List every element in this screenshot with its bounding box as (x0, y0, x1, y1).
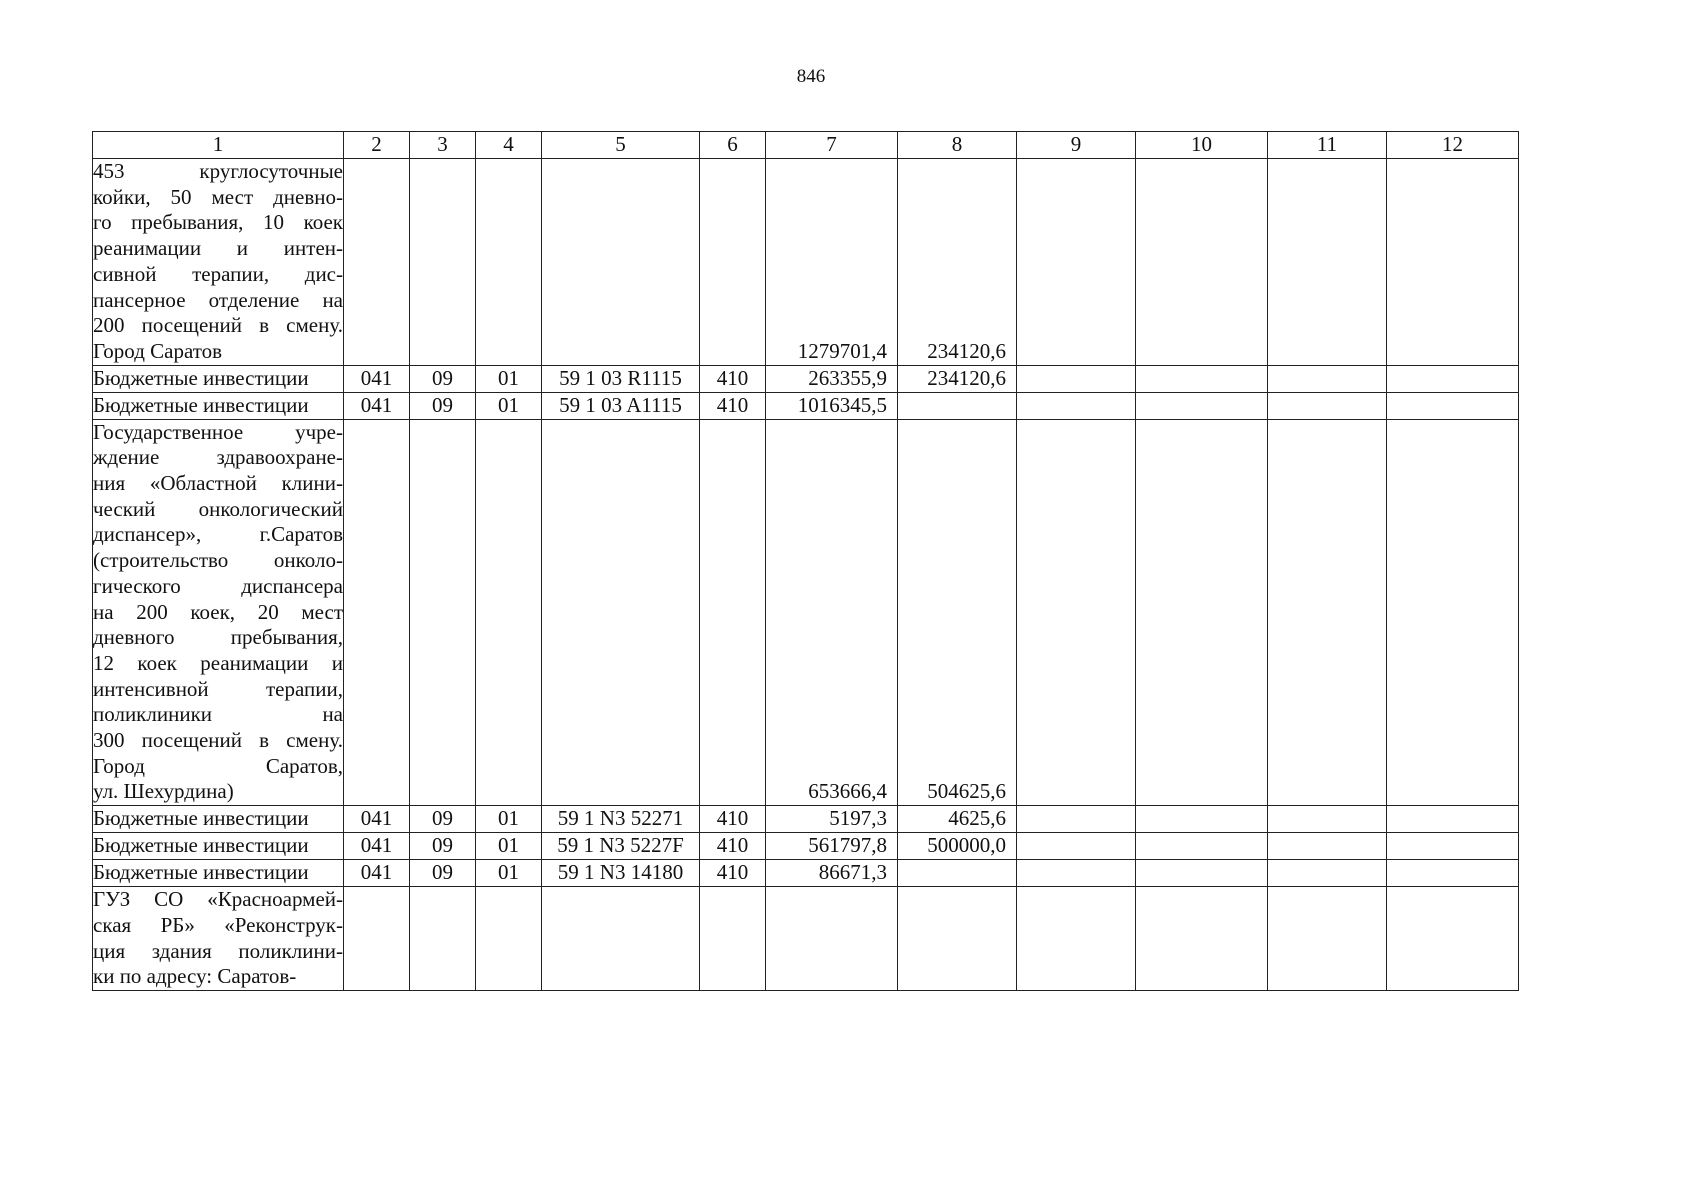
cell-c9 (1017, 806, 1136, 833)
cell-c11 (1268, 860, 1387, 887)
row-label: Бюджетные инвестиции (93, 860, 344, 887)
cell-c5 (542, 419, 700, 806)
cell-c8: 500000,0 (898, 833, 1017, 860)
description-line: Город Саратов (93, 338, 223, 363)
table-body (93, 159, 1519, 991)
row-label: Бюджетные инвестиции (93, 392, 344, 419)
cell-c2: 041 (344, 860, 410, 887)
cell-c3: 09 (410, 860, 476, 887)
column-header-4: 4 (476, 132, 542, 159)
cell-c8 (898, 887, 1017, 991)
cell-c10 (1136, 860, 1268, 887)
description-line: ул. Шехурдина) (93, 779, 234, 804)
cell-c10 (1136, 419, 1268, 806)
description-line: пансерное отделение на (93, 287, 343, 312)
cell-c8 (898, 392, 1017, 419)
cell-c8: 234120,6 (898, 159, 1017, 366)
cell-c10 (1136, 365, 1268, 392)
description-line: интенсивной терапии, (93, 676, 343, 701)
table-row (93, 419, 1519, 806)
row-label: Бюджетные инвестиции (93, 365, 344, 392)
cell-c12 (1387, 833, 1519, 860)
cell-c8: 4625,6 (898, 806, 1017, 833)
cell-c12 (1387, 392, 1519, 419)
cell-c2 (344, 887, 410, 991)
description-line: ГУЗ СО «Красноармей- (93, 887, 343, 912)
cell-c4: 01 (476, 365, 542, 392)
description-line: ждение здравоохране- (93, 445, 343, 470)
cell-c4 (476, 159, 542, 366)
cell-c6: 410 (700, 860, 766, 887)
column-header-12: 12 (1387, 132, 1519, 159)
cell-c4 (476, 887, 542, 991)
column-header-7: 7 (766, 132, 898, 159)
cell-c8 (898, 860, 1017, 887)
cell-c2: 041 (344, 392, 410, 419)
description-line: ская РБ» «Реконструк- (93, 912, 343, 937)
cell-c6 (700, 887, 766, 991)
cell-c6 (700, 419, 766, 806)
cell-c10 (1136, 392, 1268, 419)
description-line: го пребывания, 10 коек (93, 210, 343, 235)
cell-c6: 410 (700, 806, 766, 833)
cell-c11 (1268, 392, 1387, 419)
cell-c7: 1016345,5 (766, 392, 898, 419)
description-line: дневного пребывания, (93, 625, 343, 650)
cell-c2: 041 (344, 833, 410, 860)
cell-c3 (410, 159, 476, 366)
cell-c9 (1017, 159, 1136, 366)
cell-c4: 01 (476, 806, 542, 833)
cell-c12 (1387, 860, 1519, 887)
description-line: койки, 50 мест дневно- (93, 184, 343, 209)
cell-c12 (1387, 159, 1519, 366)
row-label: Бюджетные инвестиции (93, 833, 344, 860)
cell-c3: 09 (410, 365, 476, 392)
table-row (93, 887, 1519, 991)
cell-c5: 59 1 03 A1115 (542, 392, 700, 419)
description-line: реанимации и интен- (93, 236, 343, 261)
column-header-6: 6 (700, 132, 766, 159)
cell-c10 (1136, 887, 1268, 991)
header-row (93, 132, 1519, 159)
row-description (93, 159, 344, 366)
cell-c2 (344, 419, 410, 806)
table-row (93, 365, 1519, 392)
cell-c5: 59 1 N3 52271 (542, 806, 700, 833)
description-line: сивной терапии, дис- (93, 261, 343, 286)
column-header-1: 1 (93, 132, 344, 159)
table-row (93, 860, 1519, 887)
column-header-3: 3 (410, 132, 476, 159)
cell-c11 (1268, 159, 1387, 366)
description-line: 453 круглосуточные (93, 159, 343, 183)
cell-c3: 09 (410, 806, 476, 833)
table-row (93, 806, 1519, 833)
cell-c4: 01 (476, 392, 542, 419)
cell-c9 (1017, 365, 1136, 392)
cell-c7: 561797,8 (766, 833, 898, 860)
description-line: 200 посещений в смену. (93, 313, 343, 338)
cell-c11 (1268, 365, 1387, 392)
cell-c9 (1017, 833, 1136, 860)
description-line: Государственное учре- (93, 419, 343, 444)
column-header-11: 11 (1268, 132, 1387, 159)
cell-c6 (700, 159, 766, 366)
cell-c11 (1268, 887, 1387, 991)
row-description (93, 887, 344, 991)
cell-c5: 59 1 03 R1115 (542, 365, 700, 392)
cell-c10 (1136, 806, 1268, 833)
cell-c7 (766, 887, 898, 991)
cell-c5 (542, 159, 700, 366)
description-line: Город Саратов, (93, 753, 343, 778)
budget-table (92, 131, 1519, 991)
cell-c7: 653666,4 (766, 419, 898, 806)
column-header-9: 9 (1017, 132, 1136, 159)
cell-c4: 01 (476, 860, 542, 887)
cell-c8: 234120,6 (898, 365, 1017, 392)
description-line: поликлиники на (93, 702, 343, 727)
cell-c2 (344, 159, 410, 366)
description-line: на 200 коек, 20 мест (93, 599, 343, 624)
cell-c2: 041 (344, 806, 410, 833)
cell-c6: 410 (700, 365, 766, 392)
column-header-2: 2 (344, 132, 410, 159)
row-description (93, 419, 344, 806)
cell-c10 (1136, 159, 1268, 366)
cell-c12 (1387, 419, 1519, 806)
cell-c11 (1268, 833, 1387, 860)
cell-c12 (1387, 365, 1519, 392)
cell-c3: 09 (410, 833, 476, 860)
column-header-8: 8 (898, 132, 1017, 159)
description-line: ческий онкологический (93, 496, 343, 521)
cell-c6: 410 (700, 392, 766, 419)
cell-c3: 09 (410, 392, 476, 419)
description-line: ния «Областной клини- (93, 471, 343, 496)
cell-c4 (476, 419, 542, 806)
cell-c9 (1017, 887, 1136, 991)
cell-c7: 86671,3 (766, 860, 898, 887)
cell-c7: 1279701,4 (766, 159, 898, 366)
description-line: ки по адресу: Саратов- (93, 964, 297, 989)
cell-c11 (1268, 806, 1387, 833)
cell-c11 (1268, 419, 1387, 806)
cell-c8: 504625,6 (898, 419, 1017, 806)
cell-c10 (1136, 833, 1268, 860)
table-row (93, 392, 1519, 419)
column-header-10: 10 (1136, 132, 1268, 159)
cell-c5: 59 1 N3 5227F (542, 833, 700, 860)
cell-c4: 01 (476, 833, 542, 860)
table-row (93, 159, 1519, 366)
cell-c3 (410, 887, 476, 991)
description-line: диспансер», г.Саратов (93, 522, 343, 547)
cell-c2: 041 (344, 365, 410, 392)
row-label: Бюджетные инвестиции (93, 806, 344, 833)
column-header-5: 5 (542, 132, 700, 159)
description-line: гического диспансера (93, 573, 343, 598)
cell-c9 (1017, 392, 1136, 419)
cell-c7: 263355,9 (766, 365, 898, 392)
table-row (93, 833, 1519, 860)
page-number: 846 (796, 66, 826, 87)
cell-c5 (542, 887, 700, 991)
cell-c5: 59 1 N3 14180 (542, 860, 700, 887)
cell-c12 (1387, 806, 1519, 833)
description-line: (строительство онколо- (93, 548, 343, 573)
description-line: ция здания поликлини- (93, 938, 343, 963)
cell-c12 (1387, 887, 1519, 991)
cell-c9 (1017, 419, 1136, 806)
cell-c7: 5197,3 (766, 806, 898, 833)
description-line: 12 коек реанимации и (93, 650, 343, 675)
cell-c3 (410, 419, 476, 806)
description-line: 300 посещений в смену. (93, 728, 343, 753)
cell-c6: 410 (700, 833, 766, 860)
cell-c9 (1017, 860, 1136, 887)
